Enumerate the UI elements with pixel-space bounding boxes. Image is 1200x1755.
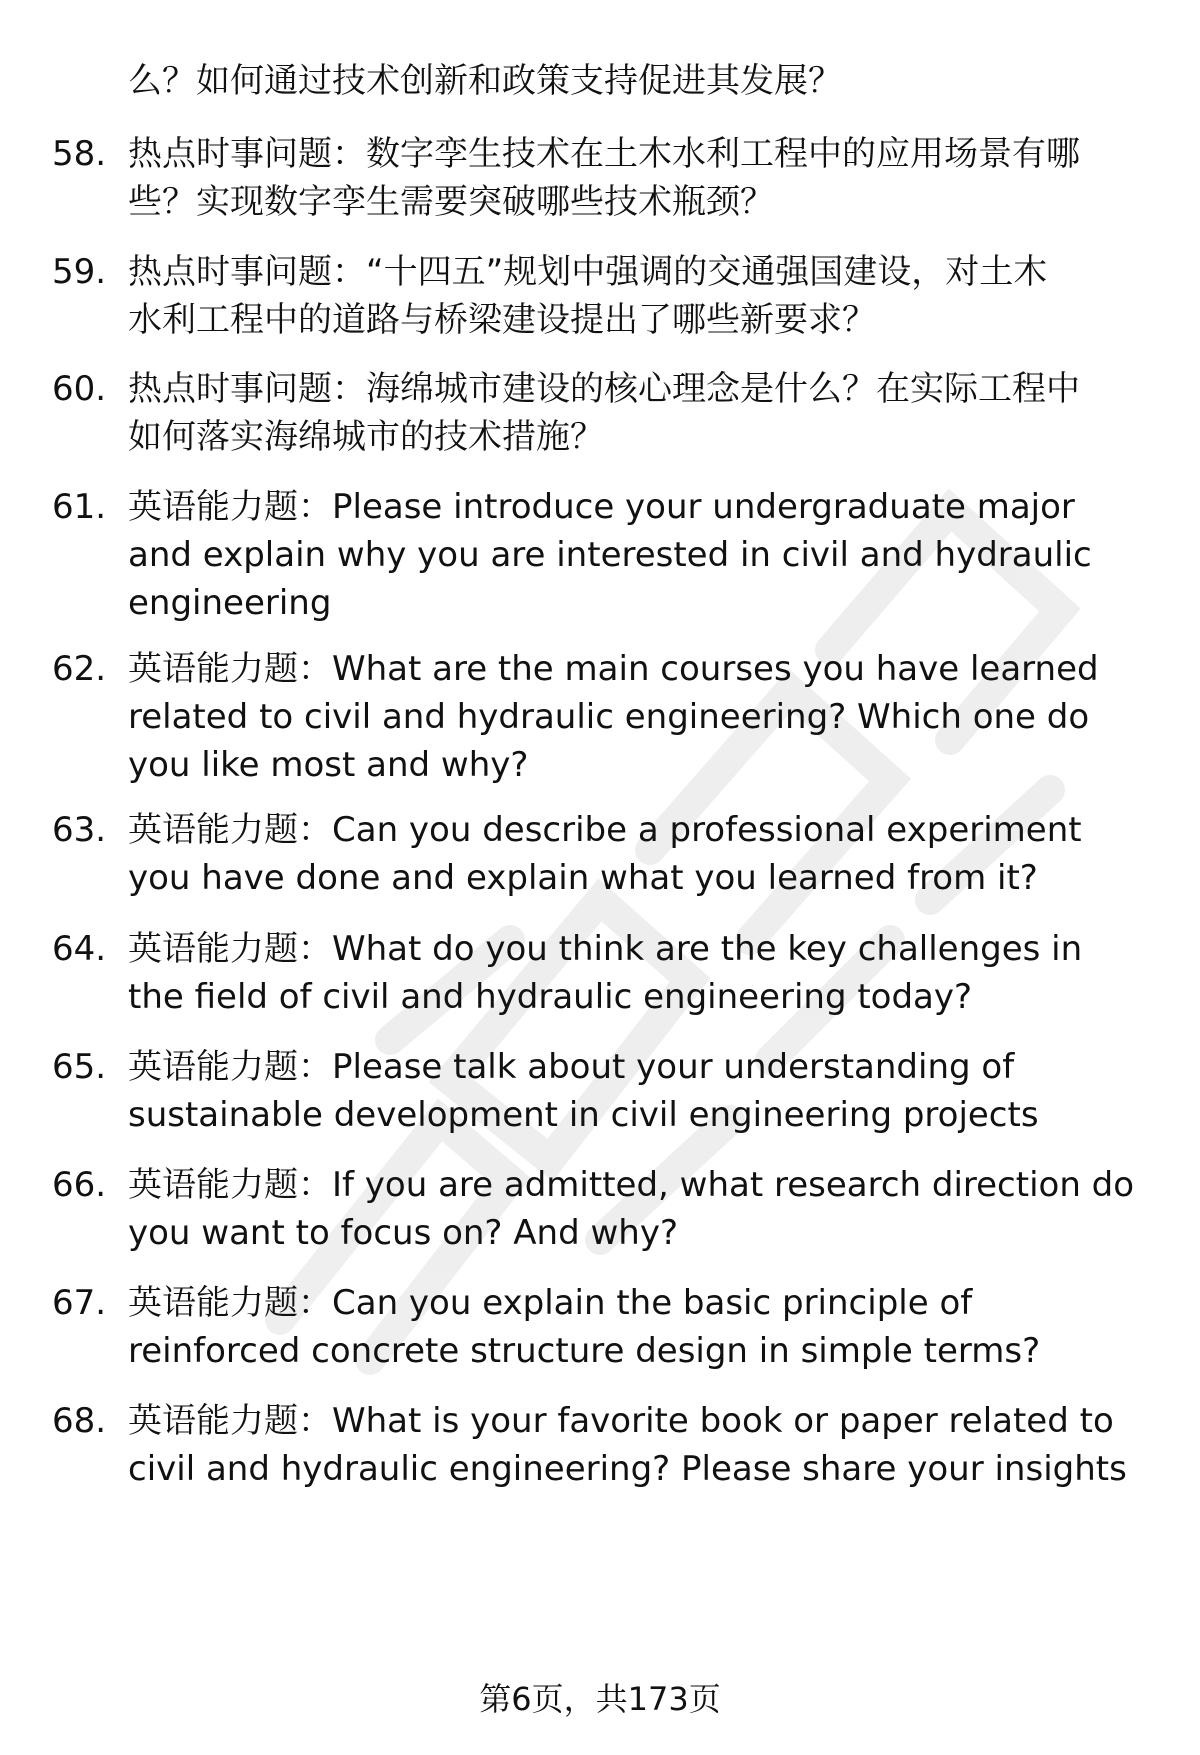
question-line: 热点时事问题：“十四五”规划中强调的交通强国建设，对土木: [128, 252, 1048, 292]
question-item-60: [52, 365, 1162, 461]
question-item-68: [52, 1397, 1162, 1493]
question-line: and explain why you are interested in civil and hydraulic: [128, 535, 1092, 575]
question-line: you like most and why?: [128, 745, 529, 785]
question-line: 英语能力题：Please talk about your understanding of: [128, 1047, 1015, 1087]
question-text: [128, 248, 1162, 344]
question-item-58: [52, 130, 1162, 226]
question-item-63: [52, 806, 1162, 902]
question-item-59: [52, 248, 1162, 344]
question-line: the field of civil and hydraulic engineering today?: [128, 977, 973, 1017]
question-item-67: [52, 1279, 1162, 1375]
question-number: 61.: [52, 487, 107, 527]
question-text: [128, 925, 1162, 1021]
question-number: 58.: [52, 134, 107, 174]
page-number-footer: 第6页，共173页: [479, 1680, 721, 1718]
question-item-66: [52, 1161, 1162, 1257]
question-text: [128, 365, 1162, 461]
question-line: reinforced concrete structure design in simple terms?: [128, 1331, 1041, 1371]
question-line: 英语能力题：Can you explain the basic principle of: [128, 1283, 973, 1323]
question-number: 59.: [52, 252, 107, 292]
question-line: 热点时事问题：海绵城市建设的核心理念是什么？在实际工程中: [128, 369, 1080, 409]
question-number: 67.: [52, 1283, 107, 1323]
question-item-64: [52, 925, 1162, 1021]
question-line: civil and hydraulic engineering? Please share your insights: [128, 1449, 1127, 1489]
question-line: you have done and explain what you learned from it?: [128, 858, 1038, 898]
question-line: related to civil and hydraulic engineering? Which one do: [128, 697, 1090, 737]
question-line: 英语能力题：If you are admitted, what research direction do: [128, 1165, 1135, 1205]
question-text: [128, 483, 1162, 627]
question-text: [128, 645, 1162, 789]
question-item-61: [52, 483, 1162, 627]
question-item-62: [52, 645, 1162, 789]
question-number: 66.: [52, 1165, 107, 1205]
question-number: 60.: [52, 369, 107, 409]
question-number: 62.: [52, 649, 107, 689]
question-line: you want to focus on? And why?: [128, 1213, 679, 1253]
question-text: [128, 1043, 1162, 1139]
question-number: 64.: [52, 929, 107, 969]
question-number: 65.: [52, 1047, 107, 1087]
question-text: [128, 1161, 1162, 1257]
question-line: 英语能力题：What is your favorite book or paper related to: [128, 1401, 1114, 1441]
question-line: 如何落实海绵城市的技术措施？: [128, 417, 604, 457]
question-line: 热点时事问题：数字孪生技术在土木水利工程中的应用场景有哪: [128, 134, 1080, 174]
question-item-65: [52, 1043, 1162, 1139]
question-line: 水利工程中的道路与桥梁建设提出了哪些新要求？: [128, 300, 876, 340]
question-line: sustainable development in civil engineering projects: [128, 1095, 1039, 1135]
question-line: 英语能力题：What are the main courses you have learned: [128, 649, 1099, 689]
question-text: [128, 1279, 1162, 1375]
question-text: [128, 1397, 1162, 1493]
question-number: 68.: [52, 1401, 107, 1441]
question-line: 英语能力题：Please introduce your undergraduate major: [128, 487, 1075, 527]
question-text: [128, 130, 1162, 226]
question-line: 英语能力题：What do you think are the key challenges in: [128, 929, 1083, 969]
question-line: 英语能力题：Can you describe a professional experiment: [128, 810, 1082, 850]
question-line: engineering: [128, 583, 332, 623]
continuation-text: 么？如何通过技术创新和政策支持促进其发展？: [128, 61, 842, 101]
question-line: 些？实现数字孪生需要突破哪些技术瓶颈？: [128, 182, 774, 222]
question-number: 63.: [52, 810, 107, 850]
question-text: [128, 806, 1162, 902]
